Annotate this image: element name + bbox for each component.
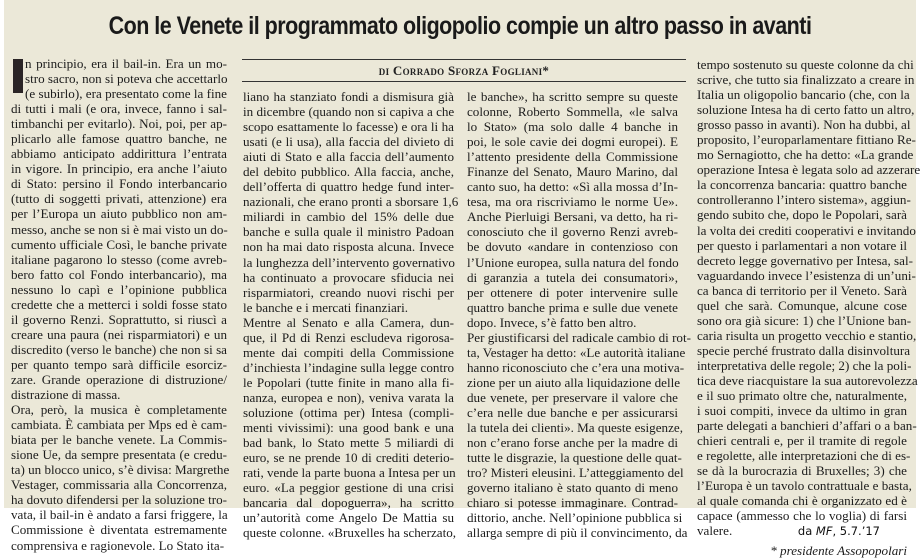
text-line: allarga sempre di più il convincimento, da	[467, 525, 688, 541]
text-line: le banche e i mercati finanziari.	[243, 299, 409, 315]
text-line: di tutti i mali (e ora, invece, fanno i sal-	[11, 101, 227, 117]
text-line: (e subirlo), era presentato come la fine	[25, 86, 227, 102]
text-line: Commissione è diventata estremamente	[11, 522, 227, 538]
column-1	[11, 56, 230, 553]
text-line: (tutto di soggetti privati, attenzione) era	[11, 191, 227, 207]
text-line: italiane pagarono lo stesso (come avreb-	[11, 251, 227, 267]
column-3	[467, 89, 691, 541]
text-line: ta) un blocco unico, s’è divisa: Margrethe	[11, 462, 230, 478]
source-prefix: da	[797, 524, 816, 538]
text-line: bero fatto col Fondo interbancario), ma	[11, 266, 227, 282]
text-line: colonne, Roberto Sommella, «le salva	[467, 104, 678, 120]
text-line: due venete, per preservare il valore che	[467, 389, 678, 405]
text-line: soluzione Intesa ha di certo fatto un altro,	[697, 102, 915, 118]
text-line: euro. «La peggior gestione di una crisi	[243, 480, 454, 496]
text-line: discredito (verso le banche) che non si sa	[11, 341, 227, 357]
text-line: plicarlo alle famose quattro banche, ne	[11, 131, 227, 147]
text-line: specie perché frustrato dalla disinvoltura	[697, 342, 911, 358]
byline-box	[242, 59, 686, 82]
text-line: le banche», ha scritto sempre su queste	[467, 89, 678, 104]
text-line: quattro banche prima e sulle due venete	[467, 299, 678, 315]
text-line: ha dovuto difendersi per la soluzione tro-	[11, 492, 227, 508]
text-line: governo italiano è stato quanto di meno	[467, 480, 678, 496]
text-line: in dicembre (quando non si capiva a che	[243, 104, 455, 120]
text-line: la concorrenza bancaria: quattro banche	[697, 177, 907, 193]
text-line: se dà la burocrazia di Bruxelles; 3) che	[697, 463, 907, 479]
text-line: zione per un aiuto alla liquidazione delle	[467, 374, 681, 390]
text-line: chiaro si potesse immaginare. Contrad-	[467, 495, 678, 511]
text-line: per questo i parlamentari a non votare il	[697, 237, 907, 253]
text-line: un’autorità come Angelo De Mattia su	[243, 510, 454, 526]
text-line: hanno riconosciuto che c’era una motiva-	[467, 359, 685, 375]
text-line: biata per le banche venete. La Commis-	[11, 432, 227, 448]
text-line: menti vivissimi): una good bank e una	[243, 420, 454, 436]
text-line: miliardi in cambio del 15% delle due	[243, 209, 454, 225]
text-line: il governo Renzi. Soprattutto, si riuscì a	[11, 311, 227, 327]
text-line: nanza, europea e non), veniva varata la	[243, 389, 454, 405]
text-line: risparmiatori, creando nuovi rischi per	[243, 284, 454, 300]
text-line: euro, se ne prende 10 di crediti deterio-	[243, 450, 454, 466]
text-line: comprensiva e ragionevole. Lo Stato ita-	[11, 537, 225, 553]
text-line: non ha mai dato risposta alcuna. Invece	[243, 239, 454, 255]
text-line: Ora, però, la musica è completamente	[11, 402, 227, 418]
text-line: di garanzia a tutela dei consumatori»,	[467, 269, 678, 285]
text-line: nessuno lo capì e l’opinione pubblica	[11, 281, 227, 297]
text-line: poi, le sole cavie dei dogmi europei). E	[467, 134, 678, 150]
text-line: vata, il bail-in è andato a farsi friggere, la	[11, 507, 228, 523]
text-line: banche e sulla quale il ministro Padoan	[243, 224, 454, 240]
text-line: tempo sostenuto su queste colonne da chi	[697, 57, 914, 72]
text-line: controlleranno l’intero sistema», aggiun-	[697, 192, 911, 208]
text-line: quel che sarà. Comunque, alcune cose	[697, 297, 907, 313]
text-line: queste colonne. «Bruxelles ha scherzato,	[243, 525, 457, 541]
author-signature: * presidente Assopopolari	[770, 542, 907, 558]
text-line: parte delegati a banchieri d’affari o a ban-	[697, 418, 917, 434]
text-line: sione Ue, da sempre presentata (e credu-	[11, 447, 227, 463]
text-line: cumento ufficiale Così, le banche private	[11, 236, 227, 252]
text-line: soluzione (ottima per) Intesa (compli-	[243, 404, 454, 420]
text-line: Finanze del Senato, Mauro Marino, dal	[467, 164, 678, 180]
text-line: tutte le disgrazie, la questione delle quat-	[467, 450, 682, 466]
text-line: bad bank, lo Stato mette 5 miliardi di	[243, 435, 454, 451]
text-line: aiuti di Stato e alla faccia dell’aumento	[243, 149, 454, 165]
text-line: n principio, era il bail-in. Era un mo-	[25, 56, 227, 71]
text-line: canto suo, ha detto: «Sì alla mossa d’In-	[467, 179, 678, 195]
text-line: que, il Pd di Renzi escludeva rigorosa-	[243, 329, 454, 345]
text-line: grosso passo in avanti). Non ha dubbi, al	[697, 117, 911, 133]
column-4	[697, 57, 920, 558]
text-line: gendo subito che, dopo le Popolari, sarà	[697, 207, 907, 223]
byline: di Corrado Sforza Fogliani*	[378, 63, 550, 78]
text-line: stro sacro, non si poteva che accettarlo	[25, 71, 228, 87]
source-publication: MF	[815, 524, 833, 538]
text-line: la lunghezza dell’intervento governativo	[243, 254, 455, 270]
source-date: , 5.7.’17	[832, 524, 880, 538]
text-line: messo, anche se non si è mai visto un do-	[11, 221, 228, 237]
text-line: sono ora già sicure: 1) che l’Unione ban-	[697, 312, 912, 328]
text-line: dittorio, anche. Nell’opinione pubblica si	[467, 510, 683, 526]
text-line: mo Sernagiotto, che ha detto: «La grande	[697, 147, 914, 163]
text-line: per ottenere di poter intervenire sulle	[467, 284, 678, 300]
text-line: chieri centrali e, per il tramite di regole	[697, 433, 907, 449]
text-line: per l’Europa un aiuto pubblico non am-	[11, 206, 227, 222]
text-line: abbiamo anticipato addirittura l’entrata	[11, 146, 227, 162]
text-line: del debito pubblico. Alla faccia, anche,	[243, 164, 454, 180]
text-line: ta, Vestager ha detto: «Le autorità italiane	[467, 344, 686, 360]
text-line: l’Unione europea, sulla natura del fondo	[467, 254, 679, 270]
text-line: la tutela dei clienti». Ma queste esigenze,	[467, 420, 683, 436]
text-line: di Stato: persino il Fondo interbancario	[11, 176, 227, 192]
text-line: caria risulta un progetto vecchio e stantio,	[697, 327, 917, 343]
text-line: i suoi compiti, invece da ultimo in gran	[697, 403, 907, 419]
text-line: Italia un oligopolio bancario (che, con la	[697, 87, 910, 103]
text-line: credette che a metterci i soldi fosse stato	[11, 296, 227, 312]
text-line: be dovuto «andare in contenzioso con	[467, 239, 678, 255]
text-line: la volta dei crediti cooperativi e invitando	[697, 222, 916, 238]
text-line: mente dai compiti della Commissione	[243, 344, 454, 360]
text-line: zare. Grande operazione di distruzione/	[11, 371, 227, 387]
text-line: rati, vende la parte buona a Intesa per un	[243, 465, 456, 481]
text-line: dopo. Invece, s’è fatto ben altro.	[467, 314, 637, 330]
column-2	[243, 89, 459, 541]
text-line: dell’offerta di quattro hedge fund inter-	[243, 179, 454, 195]
text-line: tica deve riacquistare la sua autorevolezza	[697, 372, 918, 388]
text-line: proposito, l’europarlamentare fittiano Re-	[697, 132, 916, 148]
text-line: Anche Pierluigi Bersani, va detto, ha ri-	[467, 209, 678, 225]
text-line: Per giustificarsi del radicale cambio di rot-	[467, 329, 691, 345]
text-line: scopo esattamente lo facesse) e ora li ha	[243, 119, 454, 135]
headline: Con le Venete il programmato oligopolio compie un altro passo in avanti	[108, 12, 812, 40]
text-line: bancaria dal dopoguerra», ha scritto	[243, 495, 454, 511]
text-line: tro? Misteri eleusini. L’atteggiamento del	[467, 465, 684, 481]
text-line: creare una paura (nei risparmiatori) e un	[11, 326, 227, 342]
text-line: l’Europa è un tavolo contrattuale e basta,	[697, 478, 912, 494]
text-line: timbanchi per evitarlo). Noi, poi, per ap-	[11, 116, 227, 132]
text-line: conosciuto che il governo Renzi avreb-	[467, 224, 678, 240]
source-caption	[798, 524, 880, 538]
text-line: tesa, ma ora riscriviamo le norme Ue».	[467, 194, 678, 210]
text-line: scrive, che tutto sia finalizzato a creare in	[697, 72, 915, 88]
text-line: per quanto tempo sarà difficile esorciz-	[11, 356, 227, 372]
text-line: valere.	[697, 523, 733, 539]
text-line: cambiata. È cambiata per Mps ed è cam-	[11, 417, 227, 433]
text-line: Mentre al Senato e alla Camera, dun-	[243, 314, 454, 330]
text-line: liano ha stanziato fondi a dismisura già	[243, 89, 454, 104]
text-line: ca banca di territorio per il Veneto. Sarà	[697, 282, 907, 298]
text-line: capace (ammesso che lo voglia) di farsi	[697, 508, 907, 524]
text-line: interpretativa delle regole; 2) che la poli-	[697, 357, 912, 373]
text-line: c’era nelle due banche e per assicurarsi	[467, 404, 678, 420]
text-line: non c’erano forse anche per la madre di	[467, 435, 678, 451]
text-line: nazionali, che erano pronti a sborsare 1,6	[243, 194, 459, 210]
text-line: Vestager, commissaria alla Concorrenza,	[11, 477, 227, 493]
text-line: e il suo primato oltre che, naturalmente,	[697, 388, 907, 404]
text-line: lo Stato» (ma solo dalle 4 banche in	[467, 119, 678, 135]
text-line: le Popolari (tutte finite in mano alla fi-	[243, 374, 454, 390]
text-line: usati (e li usa), alla faccia del divieto di	[243, 134, 454, 150]
text-line: vaguardando invece l’esistenza di un’uni-	[697, 267, 916, 283]
text-line: l’attento presidente della Commissione	[467, 149, 678, 165]
text-line: decreto legge governativo per Intesa, sal-	[697, 252, 913, 268]
text-line: distrazione di massa.	[11, 387, 121, 403]
text-line: e regolette, alle interpretazioni che di es-	[697, 448, 911, 464]
text-line: operazione Intesa è legata solo ad azzerare	[697, 162, 920, 178]
text-line: al quale comanda chi è organizzato ed è	[697, 493, 907, 509]
text-line: d’inchiesta l’indagine sulla legge contro	[243, 359, 454, 375]
text-line: in vigore. In principio, era anche l’aiuto	[11, 161, 227, 177]
text-line: ha continuato a provocare sfiducia nei	[243, 269, 454, 285]
